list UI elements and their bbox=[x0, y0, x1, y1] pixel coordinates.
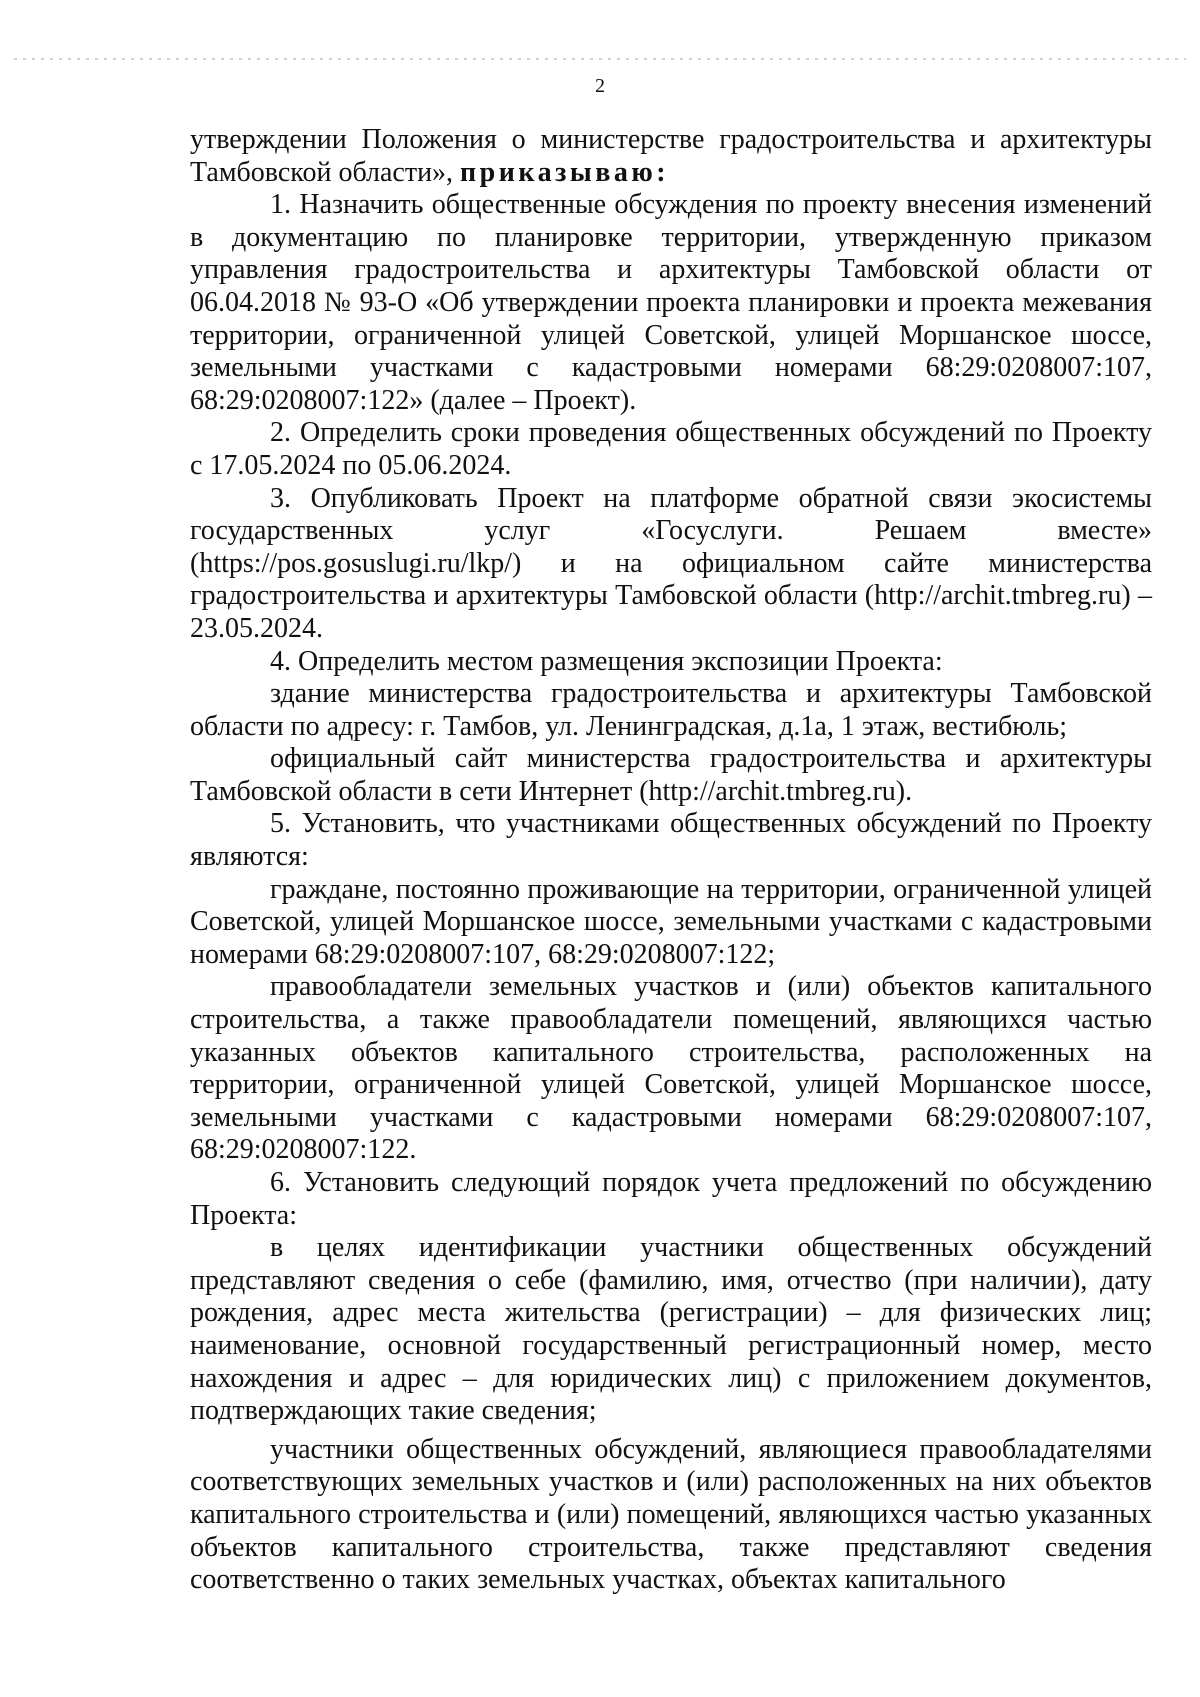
paragraph-4-website: официальный сайт министерства градостроительства и архитектуры Тамбовской области в сети Интернет (http://archit.tmbreg.ru). bbox=[190, 743, 1152, 807]
paragraph-4-building: здание министерства градостроительства и архитектуры Тамбовской области по адресу: г. Тамбов, ул. Ленинградская, д.1а, 1 этаж, вестибюль; bbox=[190, 678, 1152, 742]
paragraph-1: 1. Назначить общественные обсуждения по проекту внесения изменений в документацию по планировке территории, утвержденную приказом управления градостроительства и архитектуры Тамбовской области от 06.04.2018 № 93-О «Об утверждении проекта планировки и проекта межевания территории, ограниченной улицей Советской, улицей Моршанское шоссе, земельными участками с кадастровыми номерами 68:29:0208007:107, 68:29:0208007:122» (далее – Проект). bbox=[190, 189, 1152, 416]
paragraph-6-identification: в целях идентификации участники общественных обсуждений представляют сведения о себе (фамилию, имя, отчество (при наличии), дату рождения, адрес места жительства (регистрации) – для физических лиц; наименование, основной государственный регистрационный номер, место нахождения и адрес – для юридических лиц) с приложением документов, подтверждающих такие сведения; bbox=[190, 1232, 1152, 1427]
paragraph-3: 3. Опубликовать Проект на платформе обратной связи экосистемы государственных услуг «Госуслуги. Решаем вместе» (https://pos.gosuslugi.ru/lkp/) и на официальном сайте министерства градостроительства и архитектуры Тамбовской области (http://archit.tmbreg.ru) – 23.05.2024. bbox=[190, 482, 1152, 644]
intro-text: утверждении Положения о министерстве градостроительства и архитектуры Тамбовской области», bbox=[190, 124, 1152, 188]
paragraph-5-citizens: граждане, постоянно проживающие на территории, ограниченной улицей Советской, улицей Моршанское шоссе, земельными участками с кадастровыми номерами 68:29:0208007:107, 68:29:0208007:122; bbox=[190, 873, 1152, 970]
document-body bbox=[190, 124, 1152, 1597]
order-keyword: приказываю: bbox=[460, 156, 670, 188]
paragraph-intro bbox=[190, 124, 1152, 189]
paragraph-5-owners: правообладатели земельных участков и (или) объектов капитального строительства, а также правообладатели помещений, являющихся частью указанных объектов капитального строительства, расположенных на территории, ограниченной улицей Советской, улицей Моршанское шоссе, земельными участками с кадастровыми номерами 68:29:0208007:107, 68:29:0208007:122. bbox=[190, 971, 1152, 1166]
scan-edge-noise bbox=[14, 58, 1186, 60]
paragraph-5: 5. Установить, что участниками общественных обсуждений по Проекту являются: bbox=[190, 808, 1152, 873]
paragraph-4: 4. Определить местом размещения экспозиции Проекта: bbox=[270, 645, 943, 677]
paragraph-6: 6. Установить следующий порядок учета предложений по обсуждению Проекта: bbox=[190, 1167, 1152, 1231]
page-number: 2 bbox=[595, 75, 605, 97]
paragraph-2: 2. Определить сроки проведения общественных обсуждений по Проекту с 17.05.2024 по 05.06.2024. bbox=[190, 417, 1152, 481]
paragraph-6-rightholders: участники общественных обсуждений, являющиеся правообладателями соответствующих земельных участков и (или) расположенных на них объектов капитального строительства и (или) помещений, являющихся частью указанных объектов капитального строительства, также представляют сведения соответственно о таких земельных участках, объектах капитального bbox=[190, 1433, 1152, 1596]
